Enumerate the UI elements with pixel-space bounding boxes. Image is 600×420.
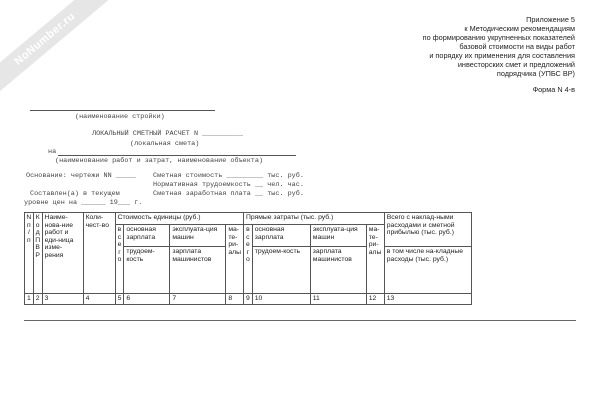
col-num: 4	[83, 294, 115, 305]
col-num: 2	[33, 294, 42, 305]
appendix-line: базовой стоимости на виды работ	[459, 42, 575, 51]
col-num: 7	[170, 294, 226, 305]
header-direct-costs: Прямые затраты (тыс. руб.)	[243, 213, 384, 225]
work-caption: (наименование работ и затрат, наименование объекта)	[55, 157, 264, 165]
header-overhead-total: Всего с наклад-ными расходами и сметной прибылью (тыс. руб.)	[384, 213, 471, 247]
estimate-table	[24, 212, 472, 305]
page-subtitle: (локальная смета)	[130, 140, 200, 148]
header-overhead-incl: в том числе на-кладные расходы (тыс. руб.)	[384, 247, 471, 294]
appendix-line: инвесторских смет и предложений	[457, 60, 575, 69]
header-name: Наиме-нова-ние работ и еди-ница изме-рения	[42, 213, 83, 294]
basis-text: Основание: чертежи NN _____	[26, 172, 137, 180]
header-machinist-wage-1: зарплата машинистов	[170, 247, 226, 294]
wage-text: Сметная заработная плата __ тыс. руб.	[153, 190, 304, 198]
header-code: К о д П В Р	[33, 213, 42, 294]
header-unit-cost: Стоимость единицы (руб.)	[115, 213, 243, 225]
labor-text: Нормативная трудоемкость __ чел. час.	[153, 181, 304, 189]
appendix-line: и порядку их применения для составления	[429, 51, 575, 60]
work-line	[58, 155, 296, 156]
prices-text: уровне цен на ______ 19___ г.	[24, 199, 143, 207]
column-numbers-row	[25, 294, 472, 305]
watermark: NoNumber.ru	[0, 0, 117, 102]
bottom-divider	[24, 320, 576, 321]
col-num: 3	[42, 294, 83, 305]
appendix-line: подрядчика (УПБС ВР)	[496, 69, 575, 78]
header-machinist-wage-2: зарплата машинистов	[310, 247, 366, 294]
col-num: 9	[243, 294, 252, 305]
on-label: на	[48, 148, 57, 156]
col-num: 8	[226, 294, 244, 305]
header-basic-wage-1: основная зарплата	[124, 225, 170, 247]
appendix-line: Приложение 5	[526, 15, 575, 24]
header-total-2: в с е г о	[243, 225, 252, 294]
appendix-line: к Методическим рекомендациям	[464, 24, 575, 33]
page-title: ЛОКАЛЬНЫЙ СМЕТНЫЙ РАСЧЕТ N __________	[92, 130, 243, 138]
col-num: 6	[124, 294, 170, 305]
header-total-1: в с е г о	[115, 225, 124, 294]
header-machines-1: эксплуата-ция машин	[170, 225, 226, 247]
col-num: 11	[310, 294, 366, 305]
header-materials-2: ма-те-ри-алы	[366, 225, 384, 294]
construction-caption: (наименование стройки)	[75, 113, 165, 121]
form-number: Форма N 4-в	[532, 85, 575, 94]
header-labor-1: трудоем-кость	[124, 247, 170, 294]
header-qty: Коли-чест-во	[83, 213, 115, 294]
header-basic-wage-2: основная зарплата	[252, 225, 310, 247]
header-labor-2: трудоем-кость	[252, 247, 310, 294]
header-materials-1: ма-те-ри-алы	[226, 225, 244, 294]
header-n: N п / п	[25, 213, 34, 294]
col-num: 12	[366, 294, 384, 305]
col-num: 13	[384, 294, 471, 305]
appendix-line: по формированию укрупненных показателей	[422, 33, 575, 42]
cost-text: Сметная стоимость _________ тыс. руб.	[153, 172, 304, 180]
construction-line	[30, 110, 215, 111]
col-num: 5	[115, 294, 124, 305]
compiled-text: Составлен(а) в текущем	[30, 190, 120, 198]
col-num: 1	[25, 294, 34, 305]
appendix-note	[423, 15, 575, 78]
col-num: 10	[252, 294, 310, 305]
header-machines-2: эксплуата-ция машин	[310, 225, 366, 247]
